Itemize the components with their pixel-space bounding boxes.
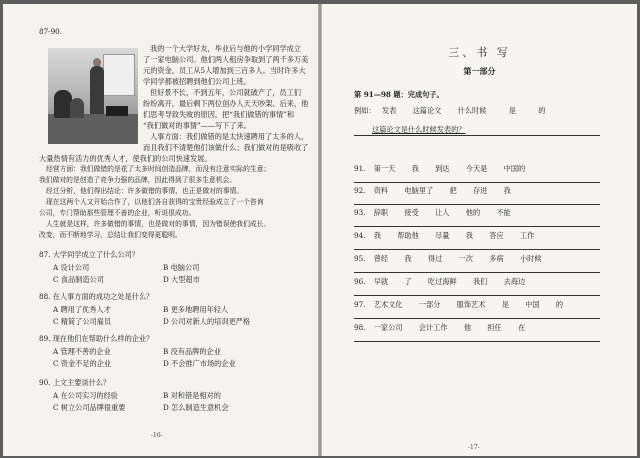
example-answer: 这篇论文是什么时候发表的？	[372, 125, 466, 134]
word-chip: 他	[463, 323, 472, 332]
answer-option[interactable]: A 在公司实习的经验	[53, 391, 118, 400]
word-chip: 会计工作	[418, 323, 448, 332]
item-number: 97.	[354, 300, 366, 309]
passage-line: 人生就是这样，许多做错的事情，也是做对的事情，因为错误使我们成长、	[46, 220, 271, 228]
sentence-item	[354, 300, 577, 310]
answer-option[interactable]: C 树立公司品牌很重要	[53, 403, 126, 412]
item-number: 96.	[354, 277, 366, 286]
word-chip: 担任	[487, 323, 502, 332]
word-chip: 第一天	[373, 164, 396, 173]
page-number: -16-	[151, 432, 163, 439]
answer-option[interactable]: C 精简了公司雇员	[53, 317, 112, 326]
whiteboard-shape	[103, 54, 135, 96]
answer-option[interactable]: D 怎么制造生意机会	[163, 403, 229, 412]
word-chip: 服饰艺术	[456, 300, 486, 309]
item-number: 91.	[354, 164, 366, 173]
word-chip: 小时候	[519, 254, 542, 263]
word-chip: 工作	[519, 231, 535, 240]
word-chip: 今天是	[465, 164, 488, 173]
presenter-shape	[90, 66, 104, 116]
question-stem: 88. 在人事方面的成功之处是什么？	[39, 292, 154, 301]
word-chip: 这篇论文	[412, 106, 442, 115]
passage-line: 公司，专门帮助那些管理不善的企业，听说很成功。	[39, 209, 196, 217]
passage-line: 但好景不长，不到五年，公司就破产了，员工们	[150, 88, 301, 97]
table-shape	[48, 114, 138, 144]
word-chip: 艺术文化	[373, 300, 403, 309]
question-stem: 90. 上文主要谈什么？	[39, 378, 111, 387]
answer-line[interactable]	[354, 272, 600, 273]
word-chip: 多病	[489, 254, 504, 263]
example-label: 例如：	[354, 106, 376, 115]
answer-option[interactable]: D 不会推广市场的企业	[163, 359, 236, 368]
item-number: 94.	[354, 231, 366, 240]
example-answer-line	[354, 126, 600, 136]
passage-line: 学同学都被招聘到他们公司上班。	[143, 77, 251, 86]
word-chip: 我	[465, 231, 473, 240]
word-chip: 辞职	[373, 208, 389, 217]
word-chip: 在	[518, 323, 526, 332]
question-range-label: 87-90.	[39, 27, 63, 36]
answer-line[interactable]	[354, 204, 600, 205]
page-number: -17-	[468, 444, 480, 451]
word-chip: 我	[503, 186, 511, 195]
attendee-shape	[70, 98, 84, 118]
word-chip: 曾经	[373, 254, 389, 263]
passage-line: “我们做对的事情”——写下了来。	[143, 121, 251, 130]
passage-line: 而且我们不清楚他们该做什么；我们做对的是吸收了	[143, 143, 309, 152]
answer-option[interactable]: B 更多地聘用年轻人	[163, 305, 229, 314]
office-meeting-photo	[48, 48, 138, 144]
word-chip: 让人	[435, 208, 450, 217]
passage-line: 我们做对的是创造了竞争力强的品牌，因此得到了很多生意机会。	[39, 176, 237, 184]
passage-line: 经营方面：我们做错的是花了太多时间创造品牌，而没有注意实际的生意；	[46, 165, 271, 173]
answer-option[interactable]: A 管理不善的企业	[53, 347, 111, 356]
word-chip: 一次	[458, 254, 473, 263]
passage-line: 现在这两个人又开始合作了，以他们各自获得的宝贵经验成立了一个咨询	[46, 198, 264, 206]
sentence-item	[354, 277, 539, 287]
sentence-item	[354, 231, 548, 241]
sentence-item	[354, 186, 525, 196]
answer-line[interactable]	[354, 249, 600, 250]
answer-line[interactable]	[354, 182, 600, 183]
answer-line[interactable]	[354, 341, 600, 342]
passage-line: 人事方面：我们做错的是太快速聘用了太多的人，	[150, 132, 309, 141]
laptop-shape	[106, 106, 128, 116]
word-chip: 我	[373, 231, 381, 240]
question-stem: 87. 大学同学成立了什么公司？	[39, 250, 139, 259]
passage-line: 元的资金，员工从5人增加到三百多人。当时许多大	[143, 66, 306, 75]
passage-line: 大量热情有活力的优秀人才，使我们的公司快速发展。	[39, 154, 212, 163]
word-chip: 尽量	[435, 231, 450, 240]
item-number: 95.	[354, 254, 366, 263]
answer-option[interactable]: C 资金不足的企业	[53, 359, 112, 368]
word-chip: 接受	[404, 208, 419, 217]
section-title: 三、书 写	[448, 46, 511, 59]
word-chip: 电脑里了	[404, 186, 434, 195]
word-chip: 到达	[435, 164, 450, 173]
right-page	[322, 4, 637, 456]
word-chip: 我们	[472, 277, 488, 286]
instruction-text: 第 91—98 题：完成句子。	[354, 90, 444, 99]
word-chip: 的	[538, 106, 546, 115]
answer-option[interactable]: B 没有品牌的企业	[163, 347, 221, 356]
word-chip: 答应	[489, 231, 504, 240]
answer-option[interactable]: B 对和错是相对的	[163, 391, 221, 400]
word-chip: 我	[404, 254, 412, 263]
answer-option[interactable]: A 设计公司	[53, 263, 90, 272]
answer-line[interactable]	[354, 295, 600, 296]
question-stem: 89. 现在他们在帮助什么样的企业？	[39, 334, 154, 343]
word-chip: 中国的	[503, 164, 526, 173]
word-chip: 帮助他	[397, 231, 419, 240]
passage-line: 经过分析，他们得出结论：许多做错的事情，也正是做对的事情。	[46, 187, 244, 195]
passage-line: 我的一个大学好友，毕业后与他的小学同学成立	[150, 44, 301, 53]
item-number: 98.	[354, 323, 366, 332]
word-chip: 中国	[525, 300, 540, 309]
answer-option[interactable]: A 聘用了优秀人才	[53, 305, 111, 314]
word-chip: 得过	[427, 254, 443, 263]
part-title: 第一部分	[463, 66, 496, 76]
passage-line: 了一家电脑公司。他们两人租房争取到了两千多万美	[143, 55, 309, 64]
item-number: 93.	[354, 208, 366, 217]
passage-line: 们思考导致失败的原因，把“我们做错的事情”和	[143, 110, 295, 119]
word-chip: 资料	[373, 186, 389, 195]
word-chip: 的	[555, 300, 564, 309]
word-chip: 存进	[472, 186, 488, 195]
word-chip: 发表	[381, 106, 397, 115]
word-chip: 吃过海鲜	[427, 277, 457, 286]
sentence-item	[354, 164, 539, 174]
word-chip: 去海边	[503, 277, 526, 286]
sentence-item	[354, 208, 525, 218]
item-number: 92.	[354, 186, 366, 195]
passage-line: 纷纷离开，最后剩下两位创办人天天吵架。后来，他	[143, 99, 309, 108]
word-chip: 把	[449, 186, 457, 195]
answer-line[interactable]	[354, 226, 600, 227]
left-page	[3, 4, 318, 456]
word-chip: 不能	[496, 208, 511, 217]
word-chip: 一家公司	[373, 323, 403, 332]
answer-option[interactable]: D 公司对新人的培训更严格	[163, 317, 251, 326]
sentence-item	[354, 323, 539, 333]
word-chip: 什么时候	[457, 106, 487, 115]
word-chip: 一部分	[418, 300, 441, 309]
word-chip: 早就	[373, 277, 389, 286]
passage-line: 改变，而不断地学习、总结让我们变得更聪明。	[39, 231, 182, 239]
word-chip: 是	[501, 300, 509, 309]
example-row	[354, 106, 559, 116]
answer-line[interactable]	[354, 318, 600, 319]
answer-option[interactable]: C 食品制造公司	[53, 275, 104, 284]
word-chip: 他的	[465, 208, 481, 217]
answer-option[interactable]: D 大型超市	[163, 275, 200, 284]
word-chip: 是	[508, 106, 516, 115]
sentence-item	[354, 254, 556, 264]
word-chip: 了	[404, 277, 412, 286]
answer-option[interactable]: B 电脑公司	[163, 263, 200, 272]
word-chip: 我	[411, 164, 419, 173]
